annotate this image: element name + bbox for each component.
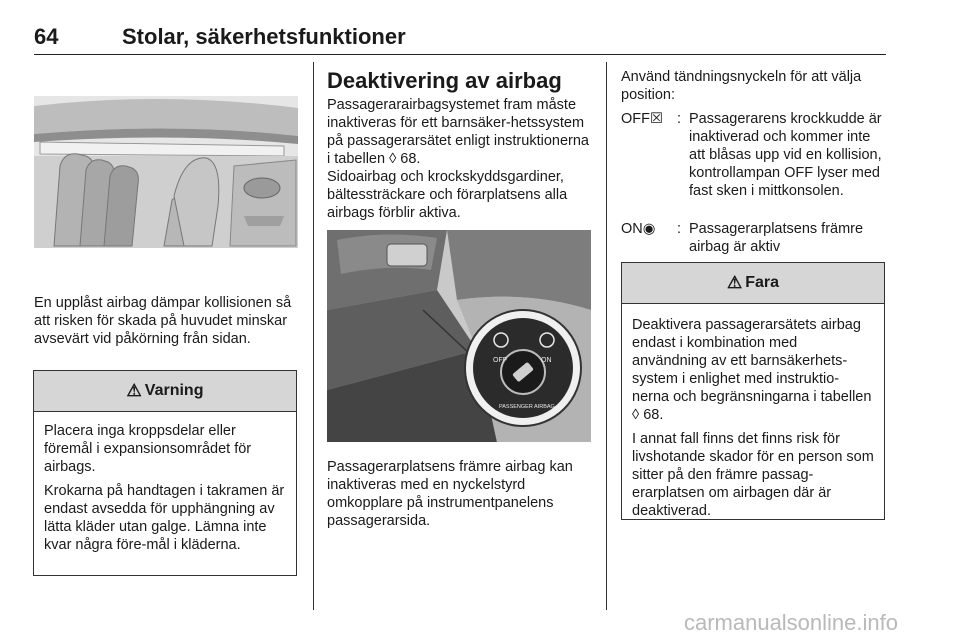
section-heading: Deaktivering av airbag <box>327 68 562 93</box>
watermark: carmanualsonline.info <box>683 610 898 635</box>
danger-triangle-icon: ⚠ <box>726 273 743 292</box>
switch-off-label: OFF <box>493 357 507 364</box>
danger-title: Fara <box>745 274 780 291</box>
column-divider-left <box>313 62 314 610</box>
page-header <box>34 22 886 56</box>
warning-paragraph: Placera inga kroppsdelar eller föremål i expansionsområdet för airbags. <box>44 423 252 475</box>
airbag-switch-illustration <box>327 230 591 442</box>
option-key: ON◉ <box>621 221 656 237</box>
airbag-off-icon: ☒ <box>650 111 663 127</box>
airbag-on-icon: ◉ <box>642 221 656 237</box>
warning-header <box>34 371 296 412</box>
chapter-title: Stolar, säkerhetsfunktioner <box>122 24 406 49</box>
switch-ring-text: PASSENGER AIRBAG <box>499 404 555 410</box>
switch-on-label: ON <box>541 357 552 364</box>
page-number: 64 <box>34 24 59 49</box>
column-divider-right <box>606 62 607 610</box>
illustration-caption: En upplåst airbag dämpar kollisionen så att risken för skada på huvudet minskar avsevärt vid påkörning från sidan. <box>34 295 292 347</box>
option-on: ON◉ : Passagerarplatsens främre airbag är aktiv <box>621 220 887 260</box>
option-key: OFF☒ <box>621 111 663 127</box>
header-rule <box>34 54 886 55</box>
danger-paragraph: Deaktivera passagerarsätets airbag endast i kombination med användning av ett barnsäkerhets-system i enlighet med instruktio-nerna och begränsningarna i tabellen ◊ 68. <box>632 317 872 423</box>
deactivation-paragraph: Sidoairbag och krockskyddsgardiner, bältessträckare och förarplatsens alla airbags förblir aktiva. <box>327 169 568 221</box>
option-off: OFF☒ : Passagerarens krockkudde är inaktiverad och kommer inte att blåsas upp vid en kollision, kontrollampan OFF lyser med fast sken i mittkonsolen. <box>621 110 887 220</box>
warning-paragraph: Krokarna på handtagen i takramen är endast avsedda för upphängning av lätta kläder utan galge. Lämna inte kvar några före-mål i kläderna. <box>44 483 285 553</box>
warning-triangle-icon: ⚠ <box>126 381 142 400</box>
danger-header <box>622 263 884 304</box>
switch-caption: Passagerarplatsens främre airbag kan inaktiveras med en nyckelstyrd omkopplare på instrumentpanelens passagerarsida. <box>327 459 573 529</box>
deactivation-text <box>327 96 593 222</box>
danger-box <box>621 262 885 520</box>
position-intro: Använd tändningsnyckeln för att välja position: <box>621 69 862 103</box>
option-description: Passagerarens krockkudde är inaktiverad och kommer inte att blåsas upp vid en kollision, kontrollampan OFF lyser med fast sken i mittkonsolen. <box>689 111 882 199</box>
danger-paragraph: I annat fall finns det finns risk för livshotande skador för en person som sitter på den främre passag-erarplatsen om airbagen där är deaktiverad. <box>632 431 874 519</box>
side-airbag-illustration <box>34 96 298 248</box>
deactivation-paragraph: Passagerarairbagsystemet fram måste inaktiveras för ett barnsäker-hetssystem på passagerarsätet enligt instruktionerna i tabellen ◊ 68. <box>327 97 589 167</box>
warning-box <box>33 370 297 576</box>
option-description: Passagerarplatsens främre airbag är aktiv <box>689 221 864 255</box>
warning-title: Varning <box>144 382 204 399</box>
